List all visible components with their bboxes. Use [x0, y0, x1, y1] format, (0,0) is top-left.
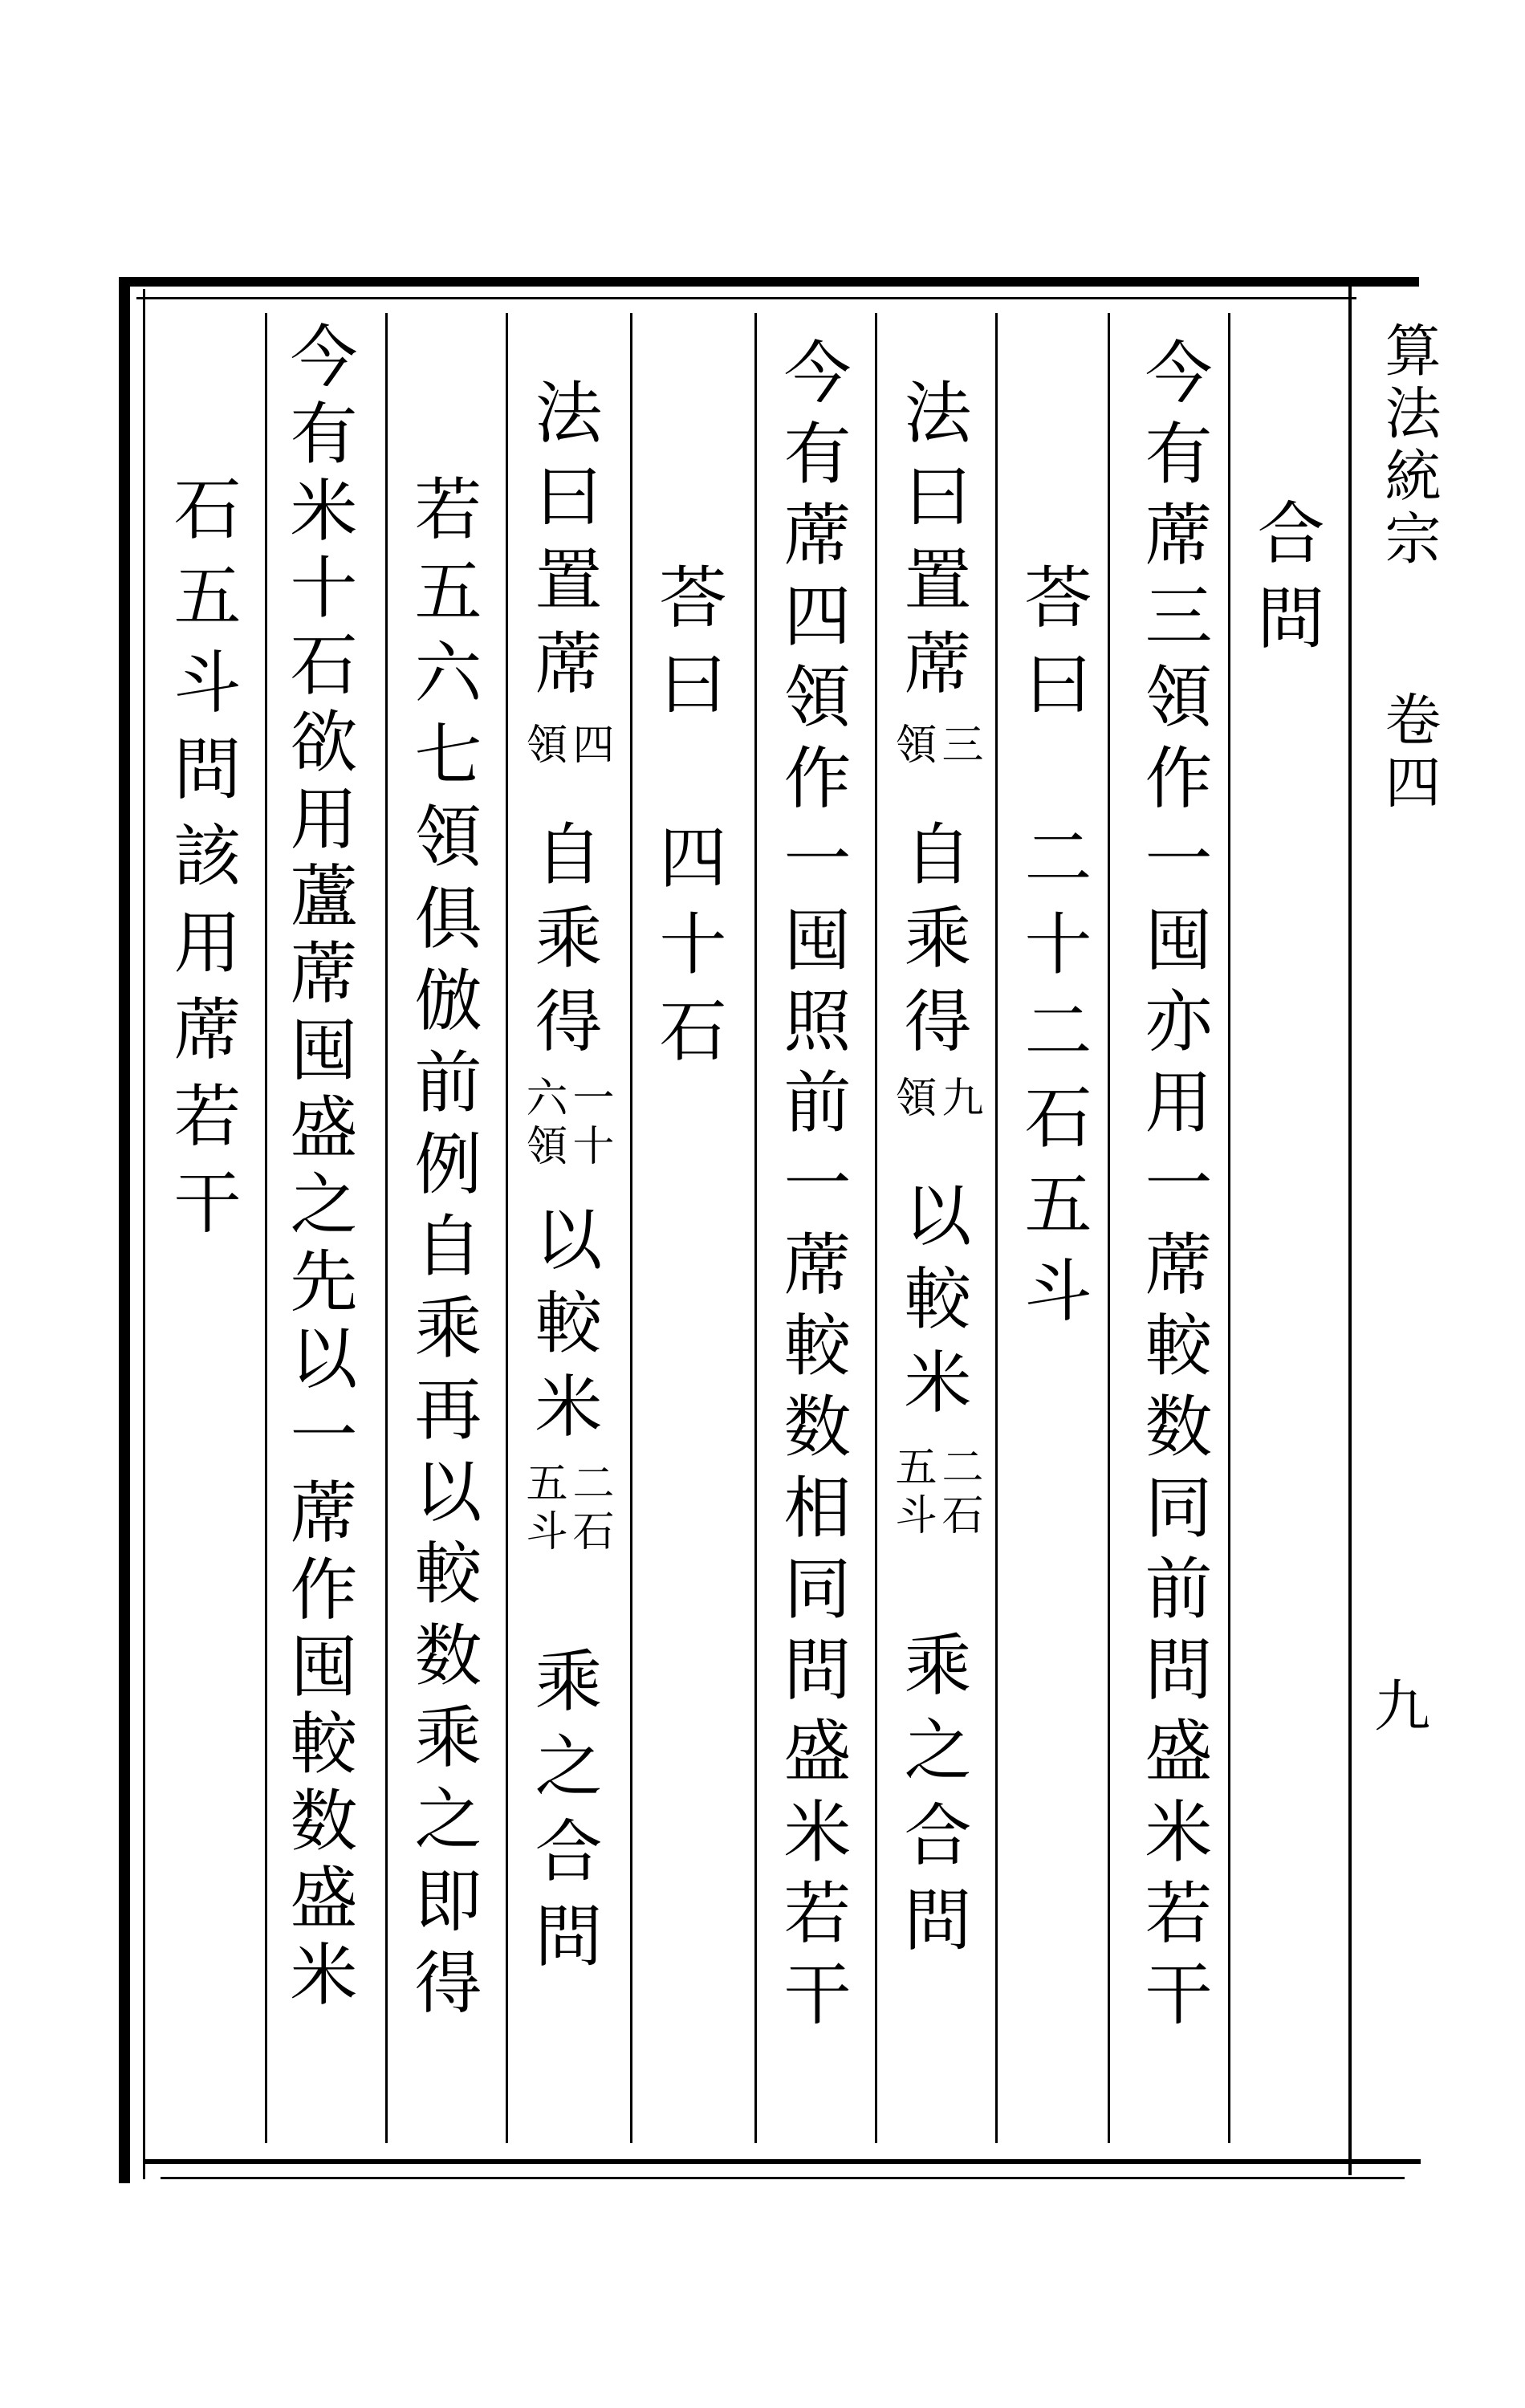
column-divider [754, 313, 757, 2143]
volume-label: 卷四 [1376, 690, 1442, 816]
frame-top-inner-rule [136, 297, 1356, 299]
annotation [518, 722, 613, 771]
annotation [888, 722, 982, 771]
method-text: 乘之合問 [524, 1645, 603, 1986]
column-divider [1228, 313, 1230, 2143]
annotation-line: 四 [565, 722, 613, 771]
annotation [888, 1445, 982, 1541]
column-divider [1108, 313, 1110, 2143]
column-divider [875, 313, 877, 2143]
method-text: 法曰置蓆 [893, 377, 972, 711]
answer-column: 荅曰 四十石 [649, 562, 727, 1082]
frame-bottom-rule [144, 2159, 1421, 2164]
text-column: 今有蓆三領作一囤亦用一蓆較数同前問盛米若干 [1134, 337, 1213, 2040]
method-text: 以較米 [524, 1204, 603, 1454]
annotation-line: 九 [934, 1076, 982, 1124]
frame-right-rule [1348, 277, 1352, 2175]
annotation [518, 1461, 613, 1557]
column-divider [995, 313, 998, 2143]
method-text: 自乘得 [524, 819, 603, 1069]
annotation-line: 領 [888, 1076, 936, 1124]
column-divider [385, 313, 388, 2143]
annotation [518, 1076, 613, 1172]
frame-bottom-inner-rule [161, 2177, 1405, 2179]
text-column: 石五斗問該用蓆若干 [163, 474, 242, 1254]
annotation-line: 一十 [565, 1076, 613, 1172]
page-number: 九 [1374, 1674, 1430, 1739]
method-text: 自乘得 [893, 819, 972, 1069]
annotation-line: 領 [518, 722, 567, 771]
annotation-line: 三 [934, 722, 982, 771]
method-text: 以較米 [893, 1180, 972, 1430]
method-text: 乘之合問 [893, 1629, 972, 1970]
column-divider [506, 313, 508, 2143]
frame-left-rule [119, 277, 130, 2183]
answer-column: 荅曰 二十二石五斗 [1014, 562, 1092, 1342]
text-column: 合問 [1246, 498, 1325, 668]
column-divider [630, 313, 632, 2143]
text-column: 若五六七領俱倣前例自乘再以較数乘之即得 [404, 474, 482, 2029]
annotation-line: 二石 [934, 1445, 982, 1541]
method-text: 法曰置蓆 [524, 377, 603, 711]
frame-left-inner-rule [143, 289, 145, 2179]
annotation [888, 1076, 982, 1124]
annotation-line: 五斗 [518, 1461, 567, 1557]
frame-top-rule [119, 277, 1419, 287]
annotation-line: 領 [888, 722, 936, 771]
text-column: 今有蓆四領作一囤照前一蓆較数相同問盛米若干 [773, 337, 852, 2040]
annotation-line: 六領 [518, 1076, 567, 1172]
annotation-line: 五斗 [888, 1445, 936, 1541]
book-title: 算法統宗 [1376, 321, 1442, 571]
text-column: 今有米十石欲用蘆蓆囤盛之先以一蓆作囤較数盛米 [279, 321, 358, 2016]
annotation-line: 二石 [565, 1461, 613, 1557]
column-divider [265, 313, 267, 2143]
